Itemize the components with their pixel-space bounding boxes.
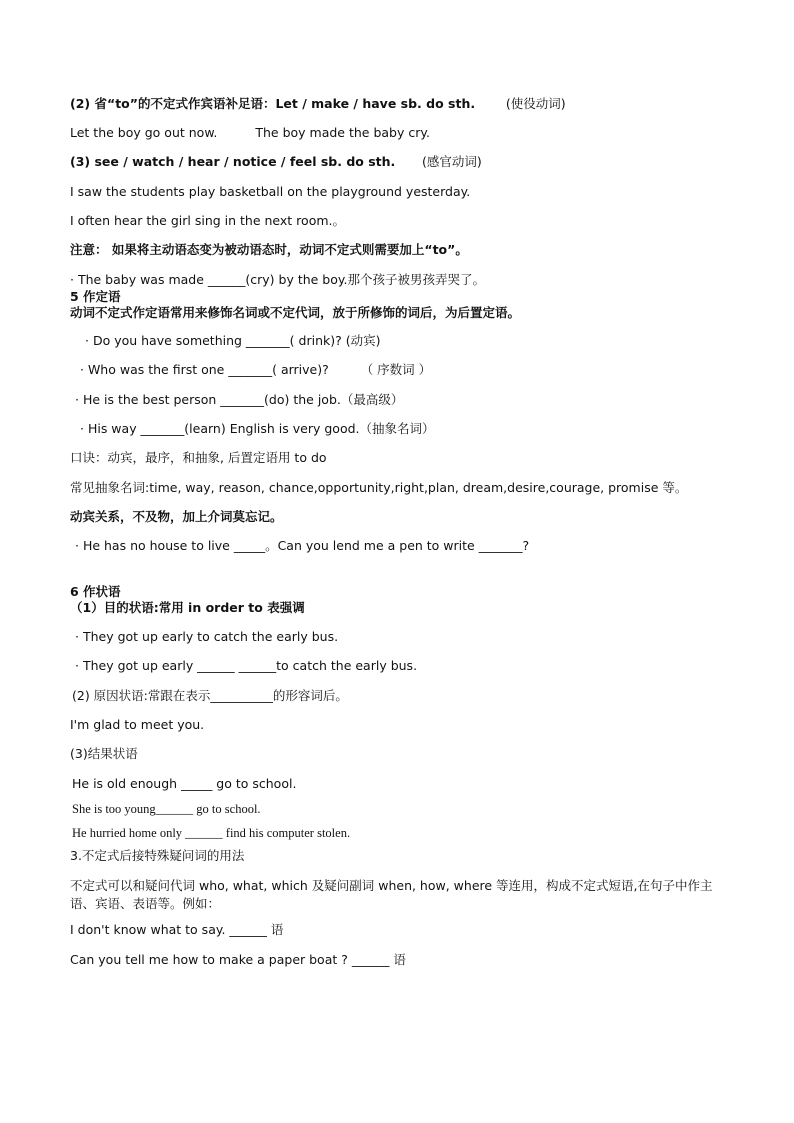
- example-line: · They got up early to catch the early bus.: [75, 629, 339, 644]
- exercise-line: I don't know what to say. ______ 语: [70, 922, 284, 937]
- exercise-line: · He is the best person _______(do) the job.（最高级）: [75, 392, 404, 407]
- perception-note: (感官动词): [422, 154, 482, 169]
- rule-preposition: 动宾关系，不及物，加上介词莫忘记。: [70, 509, 283, 524]
- heading-perception-verbs: [70, 154, 482, 170]
- abstract-nouns: 常见抽象名词:time, way, reason, chance,opportunity,right,plan, dream,desire,courage, promise 等。: [70, 480, 688, 495]
- example-line: I'm glad to meet you.: [70, 717, 205, 732]
- exercise-line: · He has no house to live _____。Can you lend me a pen to write _______?: [75, 538, 530, 553]
- exercise-line: He hurried home only ______ find his computer stolen.: [72, 826, 351, 840]
- rule-question-words: 不定式可以和疑问代词 who, what, which 及疑问副词 when, how, where 等连用，构成不定式短语,在句子中作主语、宾语、表语等。例如：: [70, 878, 713, 911]
- section-heading-question-words: 3.不定式后接特殊疑问词的用法: [70, 848, 245, 863]
- example-line: I often hear the girl sing in the next room.。: [70, 213, 345, 228]
- perception-rule: (3) see / watch / hear / notice / feel sb. do sth.: [70, 154, 396, 169]
- subheading-result: (3)结果状语: [70, 746, 138, 761]
- mnemonic: 口诀：动宾，最序，和抽象, 后置定语用 to do: [70, 450, 327, 465]
- section-heading-adverbial: 6 作状语: [70, 584, 121, 599]
- exercise-text: · Who was the first one _______( arrive)?: [80, 362, 329, 377]
- example-line: I saw the students play basketball on the playground yesterday.: [70, 184, 471, 199]
- subheading-reason: (2) 原因状语:常跟在表示__________的形容词后。: [72, 688, 348, 703]
- exercise-line: · Do you have something _______( drink)? (动宾): [85, 333, 381, 348]
- exercise-line: · His way _______(learn) English is very good.（抽象名词）: [80, 421, 435, 436]
- exercise-line: Can you tell me how to make a paper boat ? ______ 语: [70, 952, 406, 967]
- example-text: Let the boy go out now.: [70, 125, 218, 140]
- exercise-line: [80, 362, 431, 378]
- exercise-line: · They got up early ______ ______to catch the early bus.: [75, 658, 418, 673]
- causative-note: (使役动词): [505, 96, 566, 111]
- example-line: [70, 125, 430, 141]
- heading-causative-verbs: [70, 96, 566, 112]
- section-heading-attributive: 5 作定语: [70, 289, 121, 304]
- example-text: The boy made the baby cry.: [255, 125, 430, 140]
- exercise-note: （ 序数词 ）: [360, 362, 432, 377]
- rule-attributive: 动词不定式作定语常用来修饰名词或不定代词，放于所修饰的词后，为后置定语。: [70, 305, 521, 320]
- note-passive: 注意： 如果将主动语态变为被动语态时，动词不定式则需要加上“to”。: [70, 242, 468, 257]
- exercise-line: She is too young______ go to school.: [72, 802, 261, 816]
- subheading-purpose: （1）目的状语:常用 in order to 表强调: [70, 600, 305, 615]
- causative-rule: (2) 省“to”的不定式作宾语补足语：Let / make / have sb. do sth.: [70, 96, 476, 111]
- exercise-line: He is old enough _____ go to school.: [72, 776, 297, 791]
- exercise-line: · The baby was made ______(cry) by the boy.那个孩子被男孩弄哭了。: [70, 272, 485, 287]
